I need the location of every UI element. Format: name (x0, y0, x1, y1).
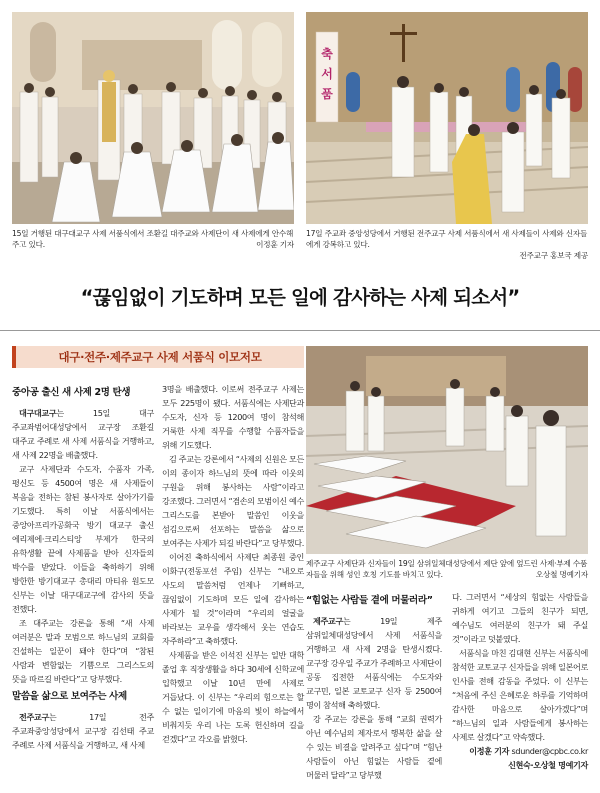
byline-secondary: 신현숙·오상철 명예기자 (508, 760, 588, 770)
banner-sign-char1: 축 (321, 47, 333, 61)
paragraph (306, 614, 442, 712)
subhead-daegu: 중아공 출신 새 사제 2명 탄생 (12, 387, 131, 398)
byline-name: 이정훈 기자 (469, 746, 510, 756)
paragraph: 강 주교는 강론을 통해 “교회 권력가 아닌 예수님의 제자로서 행복한 삶을 살 수 있는 비결을 알려주고 싶다”며 “힘난 사람들이 아닌 힘없는 사람들 곁에 머물러 달라”고 당부했 (306, 714, 442, 780)
divider (0, 330, 600, 331)
subhead-jeju: “힘없는 사람들 곁에 머물러라” (306, 595, 433, 606)
lead-diocese: 전주교구 (19, 712, 49, 722)
article-column-1 (12, 382, 154, 752)
paragraph (12, 406, 154, 462)
paragraph: 교구 사제단과 수도자, 수품자 가족, 평신도 등 4500여 명은 새 사제들이 복음을 전하는 참된 봉사자로 살아가기를 기도했다. 특히 이날 서품식에서는 중앙아프리카공화국 방기 대교구 출신 에리제에·크리스티앙 부제가 한국의 유학생활 끝에 사제품을 받아 신자들의 박수를 받았다. 이들을 축하하기 위해 방한한 방기대교구 총대리 마티유 원도모 신부는 이날 대구대교구에 감사의 뜻을 전했다. (12, 464, 154, 614)
photo-credit: 오상철 명예기자 (535, 570, 588, 579)
paragraph (12, 710, 154, 752)
paragraph: 다. 그러면서 “세상의 힘없는 사람들을 귀하게 여기고 그들의 친구가 되면, 예수님도 여러분의 친구가 돼 주실 것”이라고 덧붙였다. (452, 592, 588, 644)
byline-email: sdunder@cpbc.co.kr (511, 746, 588, 756)
lead-diocese: 대구대교구 (19, 408, 57, 418)
lead-diocese: 제주교구 (313, 616, 343, 626)
section-banner (12, 346, 304, 368)
photo-caption-jeonju (306, 228, 588, 261)
article-column-4 (452, 590, 588, 772)
photo-credit: 전주교구 홍보국 제공 (519, 251, 588, 260)
photo-credit: 이정훈 기자 (256, 240, 294, 249)
page-headline: “끊임없이 기도하며 모든 일에 감사하는 사제 되소서” (80, 286, 520, 309)
caption-text: 제주교구 사제단과 신자들이 19일 삼위일체대성당에서 제단 앞에 엎드린 사제·부제 수품자들을 위해 성인 호칭 기도를 바치고 있다. (306, 559, 588, 579)
photo-jeju-ordination (306, 346, 588, 554)
caption-text: 15일 거행된 대구대교구 사제 서품식에서 조환길 대주교와 사제단이 새 사제에게 안수해주고 있다. (12, 229, 294, 249)
paragraph: 사제품을 받은 이석진 신부는 일반 대학 졸업 후 직장생활을 하다 30세에 신학교에 입학했고 이날 10년 만에 사제로 거듭났다. 이 신부는 “우리의 힘으로는 할 수 없는 일이기에 마음의 빛이 하늘에서 비춰지듯 우리 나는 도록 헌신하며 길을 걷겠다”고 각오를 밝혔다. (162, 650, 304, 744)
photo-caption-jeju (306, 558, 588, 580)
article-column-2 (162, 382, 304, 746)
paragraph-text: 는 15일 대구 주교좌범어대성당에서 교구장 조환길 대주교 주례로 새 사제 서품식을 거행하고, 새 사제 22명을 배출했다. (12, 408, 154, 460)
photo-jeonju-ordination (306, 12, 588, 224)
photo-daegu-ordination (12, 12, 294, 224)
paragraph-text: 는 17일 전주 주교좌중앙성당에서 교구장 김선태 주교 주례로 사제 서품식을 거행하고, 새 사제 (12, 712, 154, 750)
paragraph: 3명을 배출했다. 이로써 전주교구 사제는 모두 225명이 됐다. 서품식에는 사제단과 수도자, 신자 등 1200여 명이 참석해 거룩한 사제 직무를 수행할 수품자들을 위해 기도했다. (162, 384, 304, 450)
paragraph: 서품식을 마친 김대현 신부는 서품식에 참석한 교토교구 신자들을 위해 일본어로 인사를 전해 감동을 주었다. 이 신부는 “처음에 주신 은혜로운 하루를 기억하며 감사한 마음으로 살아가겠다”며 “하느님의 일과 사람들에게 봉사하는 사제로 살겠다”고 약속했다. (452, 648, 588, 742)
photo-caption-daegu (12, 228, 294, 250)
byline (452, 744, 588, 758)
banner-sign-char2: 서 (321, 67, 333, 81)
paragraph-text: 는 19일 제주 삼위일체대성당에서 사제 서품식을 거행하고 새 사제 2명을 탄생시켰다. 교구장 강우일 주교가 주례하고 사제단이 공동 집전한 서품식에는 수도자와 교구민, 일본 교토교구 신자 등 2500여 명이 참석해 축하했다. (306, 616, 442, 710)
section-banner-title: 대구·전주·제주교구 사제 서품식 이모저모 (58, 350, 262, 364)
paragraph: 조 대주교는 강론을 통해 “새 사제 여러분은 말과 모범으로 하느님의 교회를 건설하는 일꾼이 돼야 한다”며 “참된 사람과 변함없는 기쁨으로 그리스도의 뜻을 따르길 바란다”고 당부했다. (12, 618, 154, 684)
paragraph: 이어진 축하식에서 사제단 최종원 중인 이화구(전동포선 주임) 신부는 “내오로 사도의 말씀처럼 언제나 기뻐하고, 끊임없이 기도하며 모든 일에 감사하는 사제가 될 것”이라며 “우리의 얼굴을 바라보는 교우를 생각해서 웃는 연습도 자주하라”고 축하했다. (162, 552, 304, 646)
banner-sign-char3: 품 (321, 87, 333, 101)
paragraph: 김 주교는 강론에서 “사제의 신원은 모든 이의 종이자 하느님의 뜻에 따라 이웃의 구원을 위해 봉사하는 사람”이라고 강조했다. 그러면서 “겸손의 모범이신 예수 그리스도를 본받아 말씀인 이웃을 섬김으로써 선포하는 말씀을 삶으로 보여주는 사제가 되길 바란다”고 당부했다. (162, 454, 304, 548)
article-column-3 (306, 590, 442, 782)
caption-text: 17일 주교좌 중앙성당에서 거행된 전주교구 사제 서품식에서 새 사제들이 사제와 신자들에게 강복하고 있다. (306, 229, 588, 249)
subhead-jeonju: 말씀을 삶으로 보여주는 사제 (12, 691, 127, 702)
